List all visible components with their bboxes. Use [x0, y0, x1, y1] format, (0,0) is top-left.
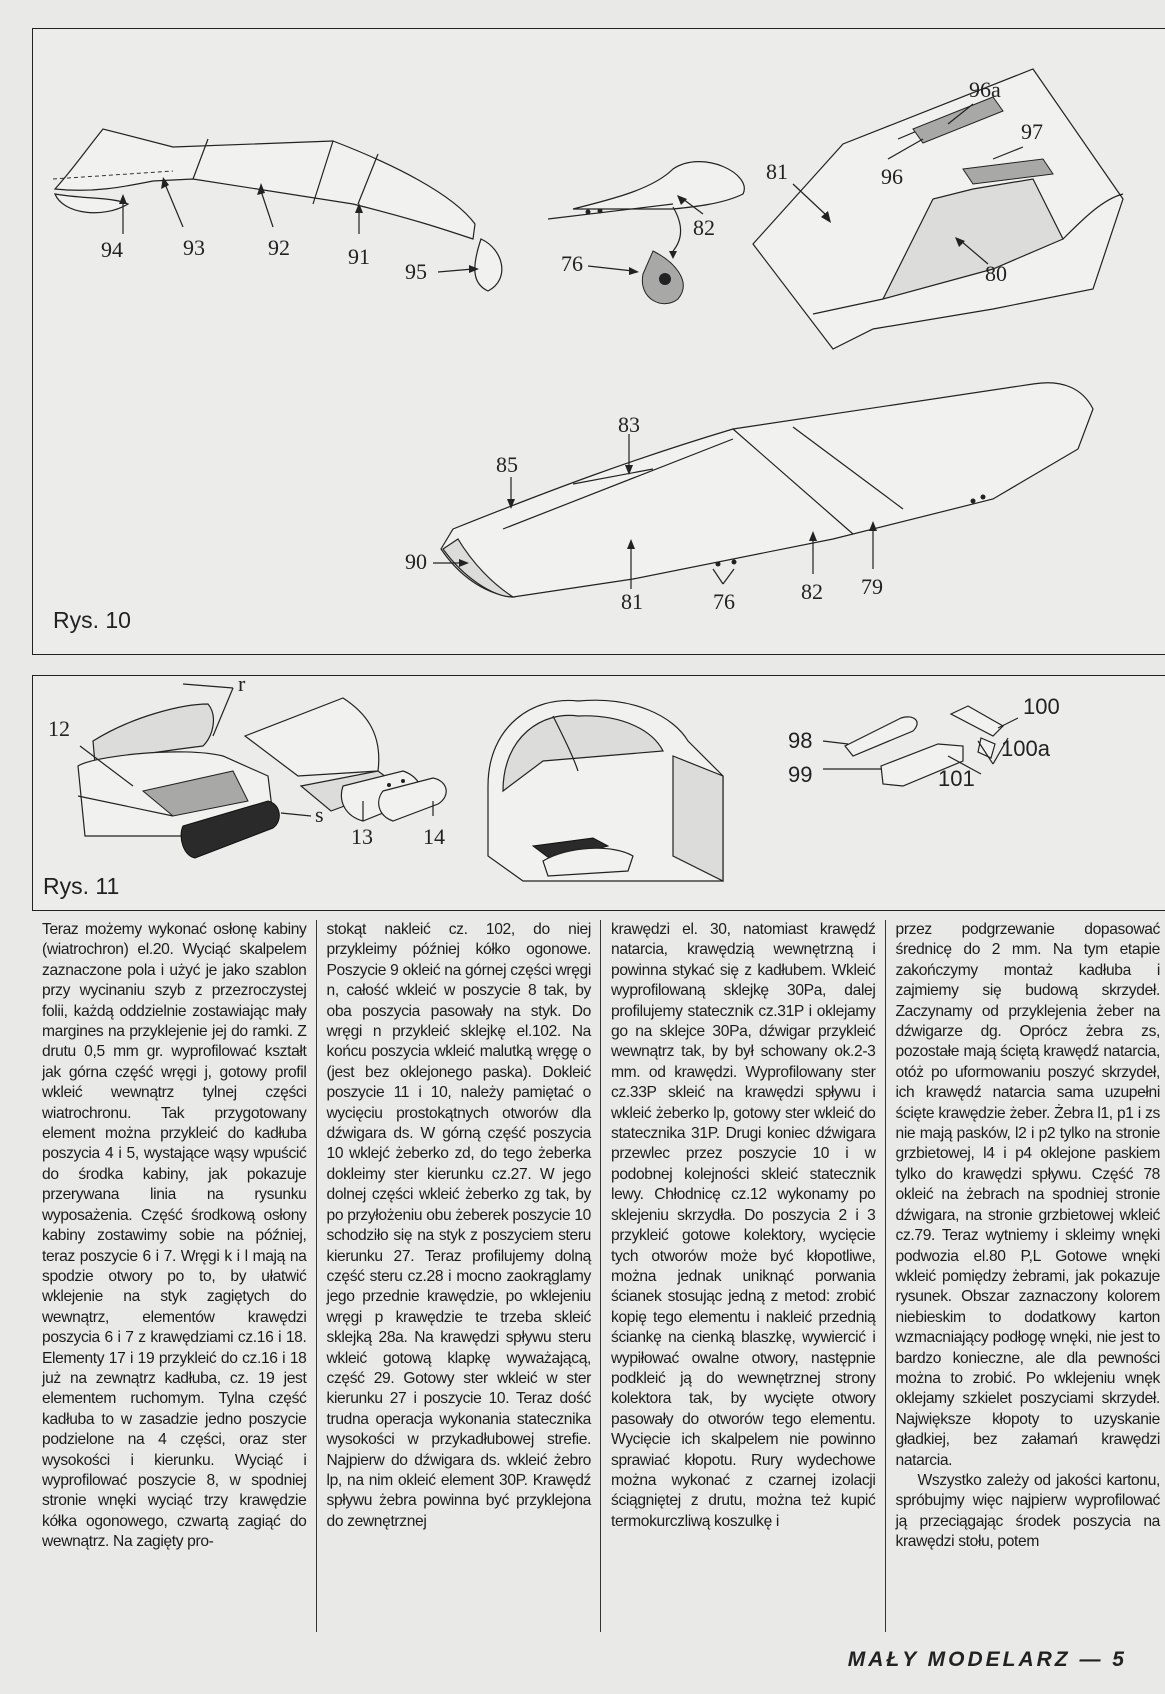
figure-10-drawing: [33, 29, 1165, 654]
label-100a: 100a: [1001, 736, 1050, 761]
article-columns: [42, 920, 1160, 1632]
label-76-top: 76: [561, 251, 583, 276]
text-column-2: [327, 920, 592, 1632]
label-r: r: [238, 676, 246, 696]
label-100: 100: [1023, 694, 1060, 719]
column-1-paragraph: Teraz możemy wykonać osłonę kabiny (wiatrochron) el.20. Wyciąć skalpelem zaznaczone pola i użyć je jako szablon przy wycinaniu szyb z przezroczystej folii, każdą oddzielnie zostawiając mały margines na przyklejenie jej do ramki. Z drutu 0,5 mm gr. wyprofilować kształt jak górna część wręgi j, gotowy profil wkleić wewnątrz tylnej części wiatrochronu. Tak przygotowany element można przykleić do kadłuba poszycia 4 i 5, wystające wąsy wpuścić do środka kabiny, jak pokazuje przerywana linia na rysunku wyposażenia. Część środkową osłony kabiny zostawimy sobie na później, teraz poszycie 6 i 7. Wręgi k i l mają na spodzie otwory po to, by ułatwić wklejenie na styk zagiętych do wewnątrz, elementów krawędzi poszycia 6 i 7 z krawędziami cz.16 i 18. Elementy 17 i 19 przykleić do cz.16 i 18 już na zewnątrz kadłuba, cz. 19 jest elementem ruchomym. Tylna część kadłuba to w zasadzie jedno poszycie podzielone na 4 części, oraz ster wysokości i kierunku. Wyciąć i wyprofilować poszycie 8, w spodniej stronie wnęki wyciąć trzy krawędzie kółka ogonowego, czwartą zagiąć do wewnątrz. Na zagięty pro-: [42, 921, 307, 1551]
radiator-parts: [78, 704, 279, 858]
text-column-3: [611, 920, 876, 1632]
page-footer: MAŁY MODELARZ — 5: [847, 1648, 1127, 1671]
label-101: 101: [938, 766, 975, 791]
cockpit-frame: [488, 700, 723, 881]
label-76-bottom: 76: [713, 589, 735, 614]
label-99: 99: [788, 762, 813, 787]
text-column-1: [42, 920, 307, 1632]
cowling-parts: [53, 129, 502, 291]
label-95: 95: [405, 259, 427, 284]
label-81-bottom: 81: [621, 589, 643, 614]
column-4-paragraph-2: Wszystko zależy od jakości kartonu, spróbujmy więc najpierw wyprofilować ją przeciągając środek poszycia na krawędzi stołu, potem: [895, 1471, 1160, 1551]
figure-11: [32, 675, 1165, 911]
label-98: 98: [788, 728, 813, 753]
label-83: 83: [618, 412, 640, 437]
label-91: 91: [348, 244, 370, 269]
column-2-paragraph: stokąt nakleić cz. 102, do niej przykleimy później kółko ogonowe. Poszycie 9 okleić na górnej części wręgi n, całość wkleić w poszycie 8 tak, by oba poszycia pasowały na styk. Do wręgi n przykleić sklejkę el.102. Na końcu poszycia wkleić malutką wręgę o (jest bez oklejonego paska). Dokleić poszycie 11 i 10, należy pamiętać o wycięciu prostokątnych otworów dla dźwigara ds. W górną część poszycia 10 wklejć żeberko zd, do tego żeberka dokleimy ster kierunku cz.27. W jego dolnej części wkleić żeberko zg tak, by po przyłożeniu obu żeberek poszycie 10 schodziło się na styk z poszyciem steru kierunku 27. Teraz profilujemy dolną część steru cz.28 i mocno zaokrąglamy jego przednie krawędzie, po wklejeniu wręgi p krawędzie te trzeba skleić sklejką 28a. Na krawędzi spływu steru wkleić gotową klapkę wyważającą, część 29. Gotowy ster wkleić w ster kierunku 27 i poszycie 10. Teraz dość trudna operacja wykonania statecznika wysokości w przykadłubowej strefie. Najpierw do dźwigara ds. wkleić żebro lp, na nim okleić element 30P. Krawędź spływu żebra powinna być przyklejona do zewnętrznej: [326, 921, 591, 1530]
figure-10: [32, 28, 1165, 655]
small-parts-right: [823, 706, 1018, 786]
figure-10-caption: Rys. 10: [53, 607, 131, 633]
label-97: 97: [1021, 119, 1043, 144]
label-82-bottom: 82: [801, 579, 823, 604]
figure-11-caption: Rys. 11: [43, 873, 120, 899]
wing-drawing: [441, 383, 1093, 597]
label-13: 13: [351, 824, 373, 849]
label-81-top: 81: [766, 159, 788, 184]
label-80: 80: [985, 261, 1007, 286]
label-82-top: 82: [693, 215, 715, 240]
figure-11-drawing: [33, 676, 1165, 910]
label-94: 94: [101, 237, 123, 262]
label-85: 85: [496, 452, 518, 477]
label-s: s: [315, 802, 324, 827]
column-4-paragraph-1: przez podgrzewanie dopasować średnicę do 2 mm. Na tym etapie zakończymy montaż kadłuba i zajmiemy się budową skrzydeł. Zaczynamy od przyklejenia żeber na dźwigarze dg. Oprócz żebra zs, pozostałe mają ściętą krawędź natarcia, otóż po uformowaniu poszyć skrzydeł, ich krawędź natarcia sama uzupełni ścięte krawędzie żeber. Żebra l1, p1 i zs nie mają pasków, l2 i p2 tylko na stronie grzbietowej, l4 i p4 oklejone paskiem tylko do krawędzi spływu. Część 78 okleić na żebrach na spodniej stronie dźwigara, na stronie grzbietowej wkleić cz.79. Teraz wytniemy i skleimy wnęki podwozia el.80 P,L Gotowe wnęki wkleić pomiędzy żebrami, jak pokazuje rysunek. Obszar zaznaczony kolorem niebieskim to dodatkowy karton wzmacniający podłogę wnęki, nie jest to bardzo konieczne, ale dla pewności można to zrobić. Po wklejeniu wnęk oklejamy szkielet poszyciami skrzydeł. Największe kłopoty to uzyskanie gładkiej, bez załamań krawędzi natarcia.: [895, 921, 1160, 1469]
label-93: 93: [183, 235, 205, 260]
label-92: 92: [268, 235, 290, 260]
radiator-duct-parts: [245, 698, 446, 821]
label-96: 96: [881, 164, 903, 189]
label-12: 12: [48, 716, 70, 741]
column-3-paragraph: krawędzi el. 30, natomiast krawędź natarcia, krawędzią wewnętrzną i powinna stykać się z kadłubem. Wkleić wyprofilowaną sklejkę 30Pa, dalej profilujemy statecznik cz.31P i oklejamy go na sklejce 30Pa, dźwigar przykleić wewnątrz tak, by był schowany ok.2-3 mm. od krawędzi. Wyprofilowany ster cz.33P skleić na krawędzi spływu i wkleić żeberko lp, gotowy ster wkleić do statecznika 31P. Drugi koniec dźwigara przewlec przez poszycie 10 i w podobnej kolejności skleić statecznik lewy. Chłodnicę cz.12 wykonamy po sklejeniu skrzydła. Do poszycia 2 i 3 przykleić gotowe kolektory, wycięcie tych otworów może być kłopotliwe, można jednak uniknąć porwania ścianek stosując jedną z metod: zrobić kopię tego elementu i nakleić przednią ściankę na cienką blaszkę, wywiercić i wypiłować owalne otwory, następnie podkleić ją do wewnętrznej strony kolektora tak, by wycięte otwory pasowały do otworów tego elementu. Wycięcie ich skalpelem nie powinno sprawiać kłopotu. Rury wydechowe można wykonać z czarnej izolacji ściągniętej z drutu, można też kupić termokurczliwą koszulkę i: [611, 921, 876, 1530]
label-79: 79: [861, 574, 883, 599]
label-96a: 96a: [969, 77, 1001, 102]
wheel-bay-parts: [753, 69, 1123, 349]
label-90: 90: [405, 549, 427, 574]
label-14: 14: [423, 824, 445, 849]
text-column-4: [896, 920, 1161, 1632]
